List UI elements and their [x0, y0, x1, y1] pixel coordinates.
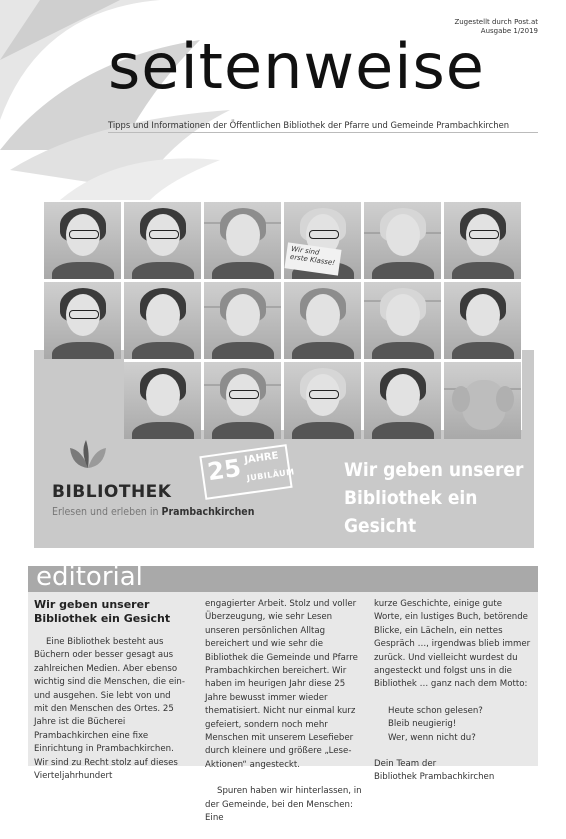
- banner-tagline: Wir geben unserer Bibliothek ein Gesicht: [344, 459, 524, 537]
- magazine-subtitle: Tipps und Informationen der Öffentlichen Bibliothek der Pfarre und Gemeinde Prambachkirchen: [108, 120, 510, 130]
- team-photo: [204, 282, 281, 359]
- sign-wir-sind-erste-klasse: Wir sind erste Klasse!: [284, 242, 341, 275]
- team-photo: [124, 202, 201, 279]
- jubilee-number: 25: [205, 453, 243, 487]
- jubilee-jahre: JAHRE: [243, 450, 280, 467]
- team-photo: [204, 202, 281, 279]
- editorial-paragraph: kurze Geschichte, einige gute Worte, ein lustiges Buch, betörende Blicke, ein Lächeln, ein nettes Gespräch …, irgendwas blieb immer zurück. Und vielleicht wurdest du angesteckt und folgst uns in die Bibliothek … ganz nach dem Motto:: [374, 599, 531, 690]
- jubilee-label: JUBILÄUM: [246, 467, 296, 483]
- team-photo: [204, 362, 281, 439]
- team-photo: [44, 282, 121, 359]
- butterfly-logo-icon: [68, 438, 108, 472]
- team-photo: [124, 362, 201, 439]
- editorial-column-1: [34, 598, 186, 796]
- editorial-signature: Dein Team der Bibliothek Prambachkirchen: [374, 759, 495, 783]
- editorial-paragraph: Spuren haben wir hinterlassen, in der Gemeinde, bei den Menschen: Eine: [205, 786, 362, 824]
- magazine-title: seitenweise: [108, 30, 485, 103]
- team-photo: [444, 202, 521, 279]
- library-logo-slogan: Erlesen und erleben in Prambachkirchen: [52, 506, 255, 518]
- title-rule: [108, 132, 538, 133]
- editorial-motto: Heute schon gelesen? Bleib neugierig! Wer, wenn nicht du?: [388, 705, 483, 743]
- issue-number: Ausgabe 1/2019: [480, 27, 538, 35]
- team-photo: [124, 282, 201, 359]
- editorial-paragraph: engagierter Arbeit. Stolz und voller Überzeugung, wie sehr Lesen unseren persönlichen Alltag bereichert und wie sehr die Bibliothek die Gemeinde und Pfarre Prambachkirchen bereichert. Wir haben im heurigen Jahr diese 25 Jahre bewusst immer wieder thematisiert. Nicht nur einmal kurz gefeiert, sondern noch mehr Menschen mit unserem Lesefieber durch kleinere und größere „Lese-Aktionen“ angesteckt.: [205, 599, 358, 770]
- editorial-column-3: [374, 598, 532, 798]
- delivery-note: Zugestellt durch Post.at: [454, 18, 538, 26]
- editorial-section-label: editorial: [36, 562, 143, 592]
- team-photo: [364, 362, 441, 439]
- team-photo: [284, 282, 361, 359]
- team-photo: [44, 202, 121, 279]
- editorial-column-2: [205, 598, 365, 839]
- team-photo: [444, 282, 521, 359]
- team-photo: [284, 202, 361, 279]
- editorial-title: Wir geben unserer Bibliothek ein Gesicht: [34, 598, 171, 625]
- jubilee-banner: [34, 430, 534, 548]
- team-photo: [284, 362, 361, 439]
- library-logo-text: BIBLIOTHEK: [52, 482, 172, 502]
- team-photo: [364, 282, 441, 359]
- editorial-paragraph: Eine Bibliothek besteht aus Büchern oder besser gesagt aus zahlreichen Medien. Aber ebenso wichtig sind die Menschen, die ein- und ausgehen. Sie lebt von und mit den Menschen des Ortes. 25 Jahre ist die Bücherei Prambachkirchen eine fixe Einrichtung in Prambachkirchen. Wir sind zu Recht stolz auf dieses Vierteljahrhundert: [34, 637, 185, 782]
- elephant-toy-photo: [444, 362, 521, 439]
- elephant-icon: [462, 380, 506, 430]
- jubilee-stamp: [199, 444, 296, 500]
- team-photo: [364, 202, 441, 279]
